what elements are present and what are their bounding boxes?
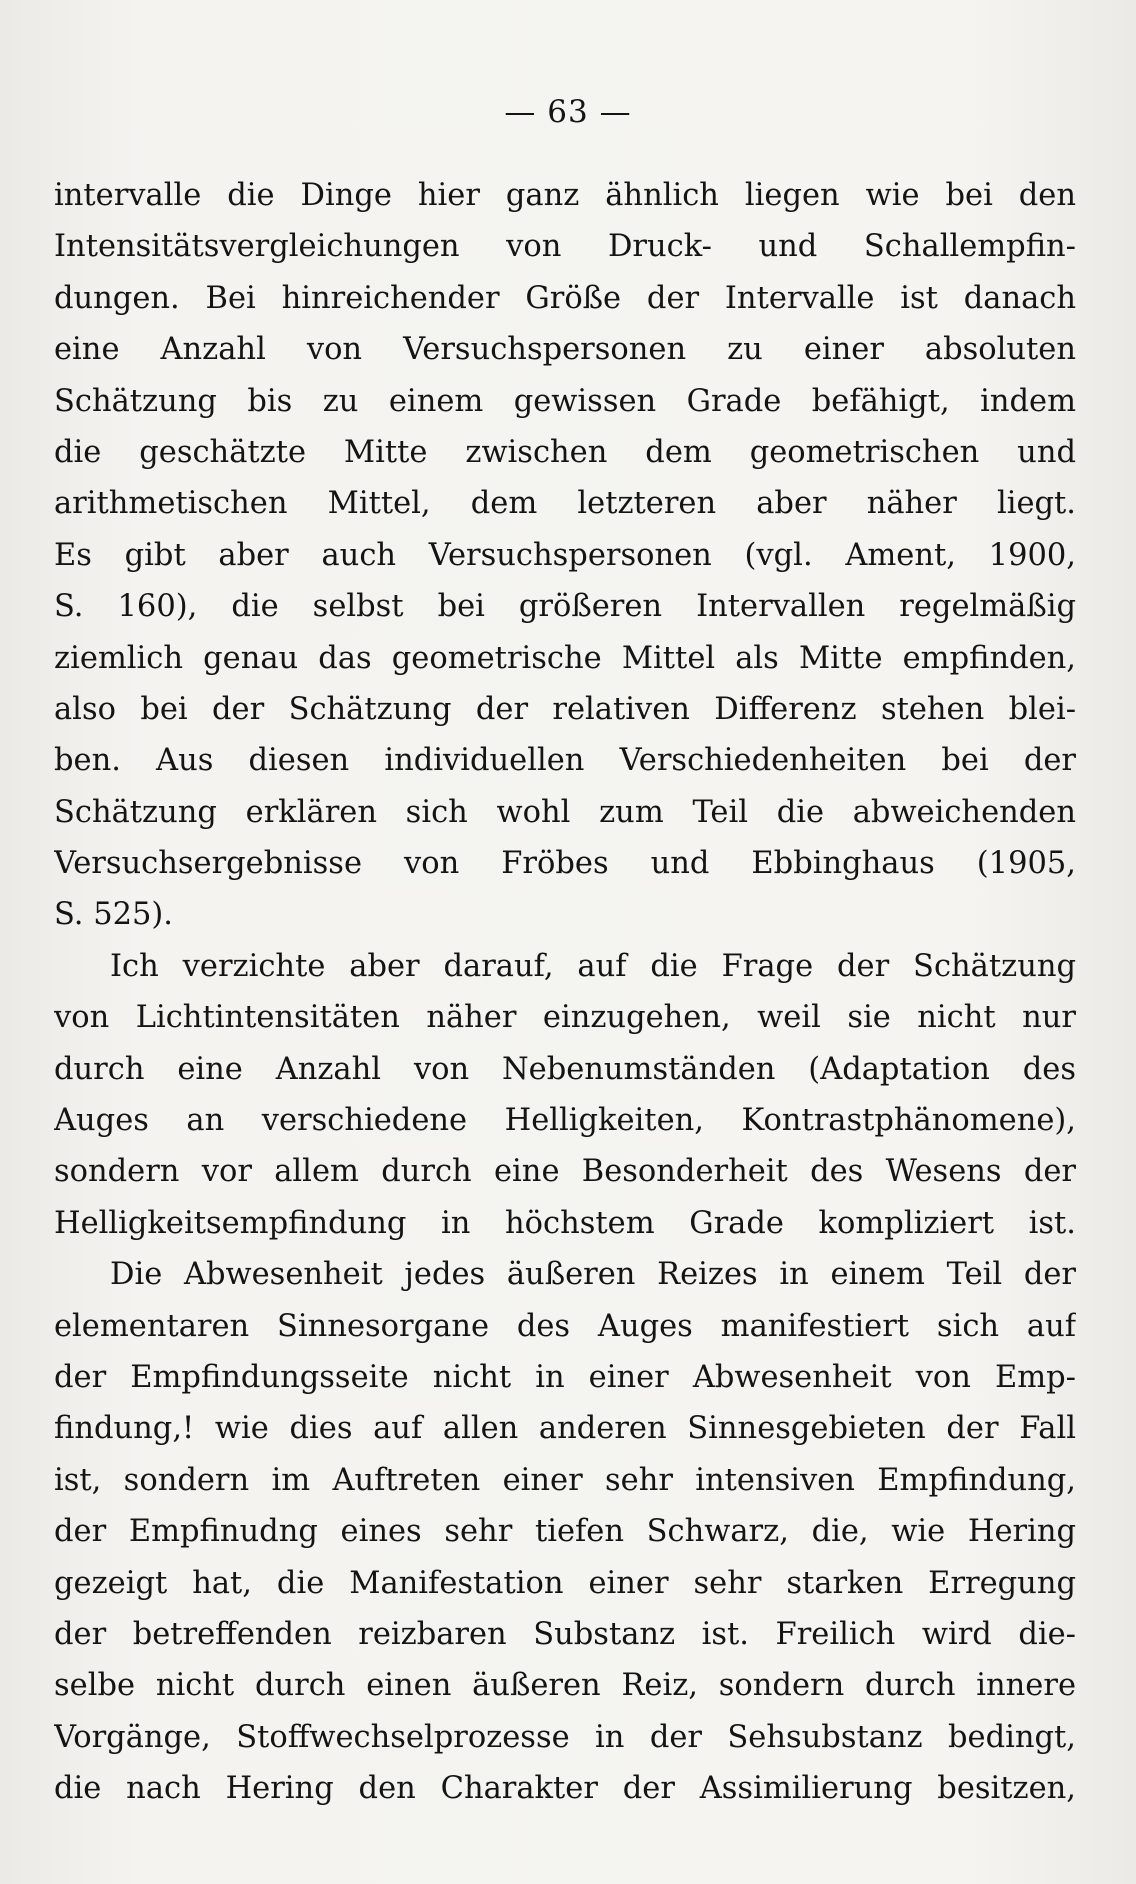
text-line: Es gibt aber auch Versuchspersonen (vgl. Ament, 1900, xyxy=(54,537,1076,573)
text-line: intervalle die Dinge hier ganz ähnlich liegen wie bei den xyxy=(54,178,1076,213)
text-line: elementaren Sinnesorgane des Auges manifestiert sich auf xyxy=(54,1308,1076,1344)
text-line: dungen. Bei hinreichender Größe der Intervalle ist danach xyxy=(54,280,1076,316)
text-line: Vorgänge, Stoffwechselprozesse in der Sehsubstanz bedingt, xyxy=(54,1719,1076,1755)
text-line: Helligkeitsempfindung in höchstem Grade kompliziert ist. xyxy=(54,1205,1076,1241)
text-line: sondern vor allem durch eine Besonderheit des Wesens der xyxy=(54,1154,1076,1190)
text-line: der Empfindungsseite nicht in einer Abwesenheit von Emp- xyxy=(54,1359,1076,1395)
text-line: der betreffenden reizbaren Substanz ist. Freilich wird die- xyxy=(54,1616,1076,1652)
text-line: von Lichtintensitäten näher einzugehen, weil sie nicht nur xyxy=(54,1000,1076,1036)
text-line: findung,! wie dies auf allen anderen Sinnesgebieten der Fall xyxy=(54,1411,1076,1447)
text-line: S. 160), die selbst bei größeren Intervallen regelmäßig xyxy=(54,589,1076,625)
text-line: durch eine Anzahl von Nebenumständen (Adaptation des xyxy=(54,1051,1076,1087)
text-line: der Empfinudng eines sehr tiefen Schwarz, die, wie Hering xyxy=(54,1514,1076,1550)
text-line: die nach Hering den Charakter der Assimilierung besitzen, xyxy=(54,1771,1076,1807)
text-line: selbe nicht durch einen äußeren Reiz, sondern durch innere xyxy=(54,1668,1076,1704)
text-line: Schätzung erklären sich wohl zum Teil die abweichenden xyxy=(54,794,1076,830)
text-line: S. 525). xyxy=(54,897,174,933)
body-text xyxy=(54,170,1076,1815)
text-line: ziemlich genau das geometrische Mittel als Mitte empfinden, xyxy=(54,640,1076,676)
text-line: ist, sondern im Auftreten einer sehr intensiven Empfindung, xyxy=(54,1462,1076,1498)
text-line: Auges an verschiedene Helligkeiten, Kontrastphänomene), xyxy=(54,1103,1076,1139)
text-line: gezeigt hat, die Manifestation einer sehr starken Erregung xyxy=(54,1565,1076,1601)
text-line: Ich verzichte aber darauf, auf die Frage der Schätzung xyxy=(110,948,1076,984)
text-line: eine Anzahl von Versuchspersonen zu einer absoluten xyxy=(54,332,1076,368)
text-line: also bei der Schätzung der relativen Differenz stehen blei- xyxy=(54,691,1076,727)
text-line: arithmetischen Mittel, dem letzteren aber näher liegt. xyxy=(54,486,1076,522)
page-number: — 63 — xyxy=(504,94,632,130)
text-line: Schätzung bis zu einem gewissen Grade befähigt, indem xyxy=(54,383,1076,419)
text-line: Die Abwesenheit jedes äußeren Reizes in einem Teil der xyxy=(110,1257,1076,1293)
text-line: ben. Aus diesen individuellen Verschiedenheiten bei der xyxy=(54,743,1076,779)
text-line: die geschätzte Mitte zwischen dem geometrischen und xyxy=(54,434,1076,470)
text-line: Versuchsergebnisse von Fröbes und Ebbinghaus (1905, xyxy=(54,846,1076,882)
text-line: Intensitätsvergleichungen von Druck- und Schallempfin- xyxy=(54,229,1076,265)
